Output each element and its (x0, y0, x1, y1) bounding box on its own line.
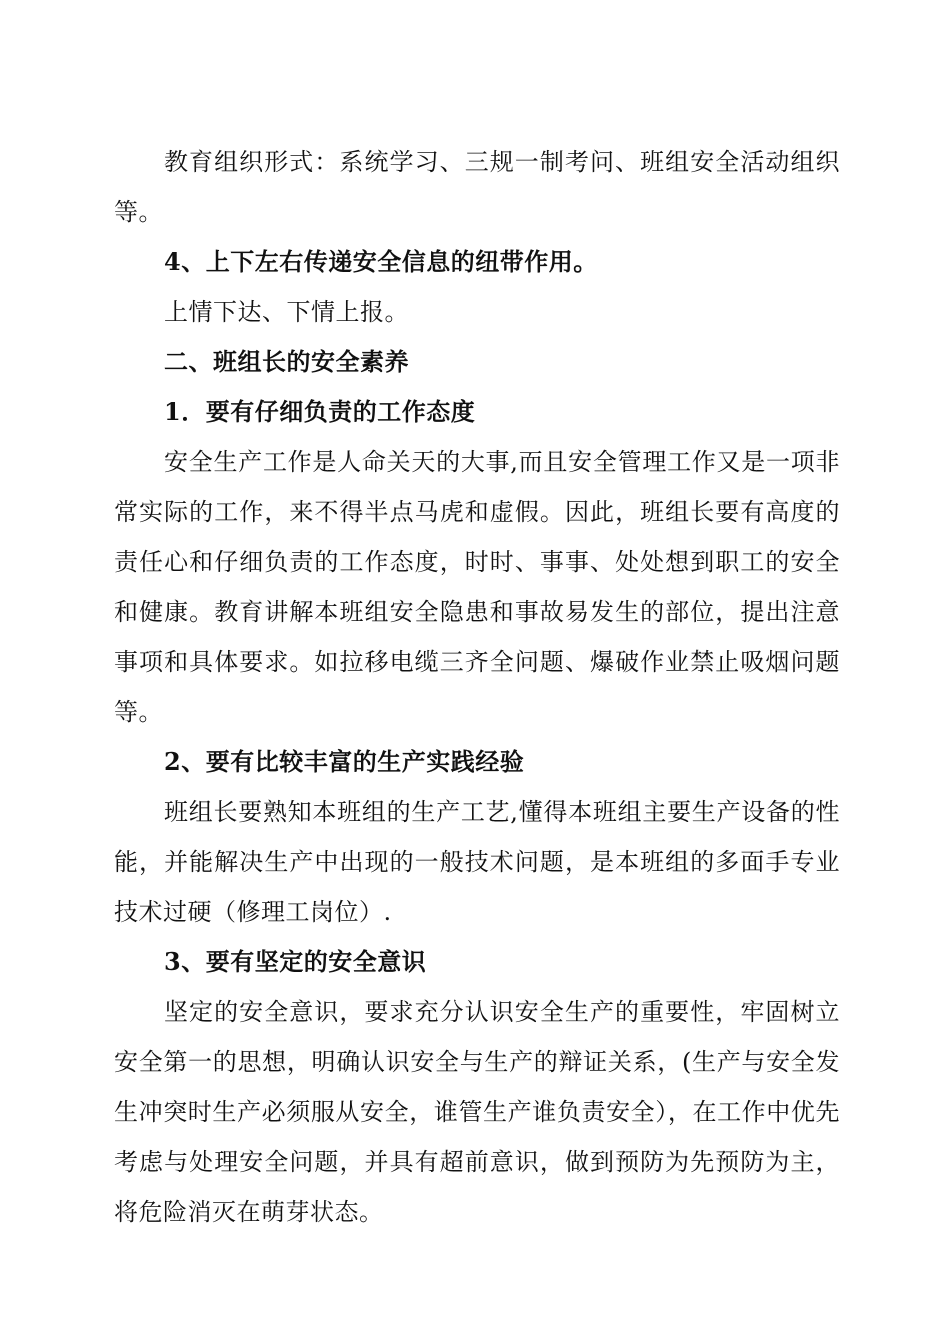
heading-item-3: 3、要有坚定的安全意识 (164, 947, 427, 976)
paragraph-info-flow: 上情下达、下情上报。 (164, 298, 409, 326)
heading-item-2: 2、要有比较丰富的生产实践经验 (164, 747, 525, 776)
paragraph-item-1-body: 安全生产工作是人命关天的大事,而且安全管理工作又是一项非常实际的工作，来不得半点马虎和虚假。因此，班组长要有高度的责任心和仔细负责的工作态度，时时、事事、处处想到职工的安全和健康。教育讲解本班组安全隐患和事故易发生的部位，提出注意事项和具体要求。如拉移电缆三齐全问题、爆破作业禁止吸烟问题等。 (114, 448, 840, 726)
heading-info-link-role: 4、上下左右传递安全信息的纽带作用。 (164, 247, 598, 276)
heading-section-two: 二、班组长的安全素养 (164, 347, 409, 376)
document-page (114, 137, 840, 1237)
paragraph-item-2-body: 班组长要熟知本班组的生产工艺,懂得本班组主要生产设备的性能，并能解决生产中出现的一般技术问题，是本班组的多面手专业技术过硬（修理工岗位）. (114, 798, 840, 926)
paragraph-item-3-body: 坚定的安全意识，要求充分认识安全生产的重要性，牢固树立安全第一的思想，明确认识安全与生产的辩证关系，(生产与安全发生冲突时生产必须服从安全，谁管生产谁负责安全），在工作中优先考虑与处理安全问题，并具有超前意识，做到预防为先预防为主，将危险消灭在萌芽状态。 (114, 998, 840, 1226)
heading-item-1: 1．要有仔细负责的工作态度 (164, 397, 476, 426)
paragraph-education-form: 教育组织形式：系统学习、三规一制考问、班组安全活动组织等。 (114, 148, 840, 226)
